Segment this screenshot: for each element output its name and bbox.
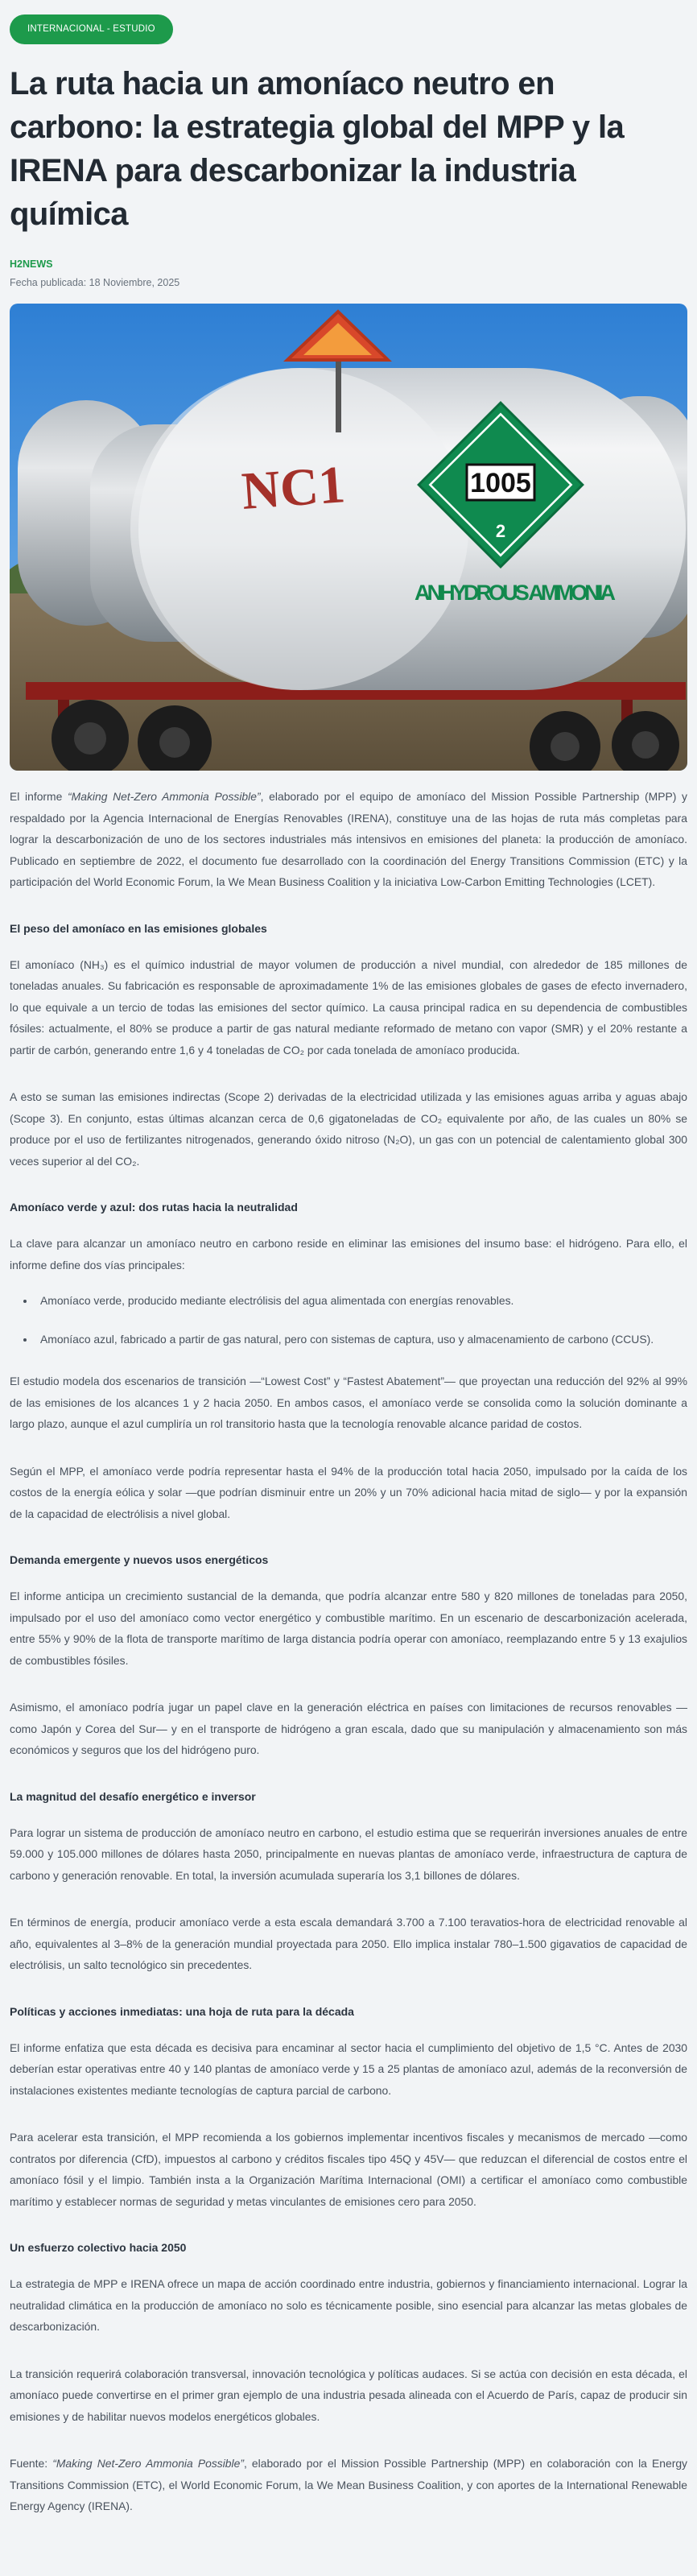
- section-heading: Políticas y acciones inmediatas: una hoja de ruta para la década: [10, 2004, 354, 2018]
- bullet-list: [10, 1290, 687, 1350]
- ammonia-tanks-photo: [10, 304, 687, 771]
- section-heading: Demanda emergente y nuevos usos energéticos: [10, 1553, 269, 1566]
- article-body: [10, 786, 687, 2517]
- paragraph: El informe anticipa un crecimiento sustancial de la demanda, que podría alcanzar entre 580 y 820 millones de toneladas para 2050, impulsado por el uso del amoníaco como vector energético y combustible marítimo. En un escenario de descarbonización acelerada, entre 55% y 90% de la flota de transporte marítimo de larga distancia podría operar con amoníaco, reemplazando entre 5 y 13 exajulios de combustibles fósiles.: [10, 1590, 687, 1667]
- category-badge[interactable]: INTERNACIONAL - ESTUDIO: [10, 14, 173, 44]
- section-heading: La magnitud del desafío energético e inversor: [10, 1789, 256, 1803]
- list-item: • Amoníaco verde, producido mediante electrólisis del agua alimentada con energías renovables.: [35, 1290, 687, 1312]
- publish-date: Fecha publicada: 18 Noviembre, 2025: [10, 277, 180, 288]
- placard-number: 1005: [470, 468, 531, 498]
- paragraph: El amoníaco (NH₃) es el químico industrial de mayor volumen de producción a nivel mundial, con alrededor de 185 millones de toneladas anuales. Su fabricación es responsable de aproximadamente 1% de las emisiones globales de gases de efecto invernadero, lo que equivale a un tercio de todas las emisiones del sector químico. La causa principal radica en su dependencia de combustibles fósiles: actualmente, el 80% se produce a partir de gas natural mediante reformado de metano con vapor (SMR) y el 20% restante a partir de carbón, generando entre 1,6 y 4 toneladas de CO₂ por cada tonelada de amoníaco producida.: [10, 957, 687, 1056]
- paragraph: La clave para alcanzar un amoníaco neutro en carbono reside en eliminar las emisiones del insumo base: el hidrógeno. Para ello, el informe define dos vías principales:: [10, 1237, 687, 1271]
- placard-class: 2: [495, 521, 506, 541]
- paragraph: Para acelerar esta transición, el MPP recomienda a los gobiernos implementar incentivos fiscales y mecanismos de mercado —como contratos por diferencia (CfD), impuestos al carbono y créditos fiscales tipo 45Q y 45V— que reduzcan el diferencial de costos entre el amoníaco fósil y el limpio. También insta a la Organización Marítima Internacional (OMI) a certificar el amoníaco como combustible marítimo y establecer normas de seguridad y metas vinculantes de emisiones cero para 2050.: [10, 2131, 687, 2208]
- article-title: La ruta hacia un amoníaco neutro en carbono: la estrategia global del MPP y la IRENA para descarbonizar la industria química: [10, 66, 625, 232]
- paragraph: Según el MPP, el amoníaco verde podría representar hasta el 94% de la producción total hacia 2050, impulsado por la caída de los costos de la energía eólica y solar —que podrían disminuir entre un 20% y un 70% adicional hacia mitad de siglo— y por la expansión de la capacidad de electrólisis a nivel global.: [10, 1464, 687, 1520]
- paragraph: En términos de energía, producir amoníaco verde a esta escala demandará 3.700 a 7.100 teravatios-hora de electricidad renovable al año, equivalentes al 3–8% de la generación mundial proyectada para 2050. Ello implica instalar 780–1.500 gigavatios de capacidad de electrólisis, un salto tecnológico sin precedentes.: [10, 1916, 687, 1971]
- intro-paragraph: El informe “Making Net-Zero Ammonia Possible”, elaborado por el equipo de amoníaco del Mission Possible Partnership (MPP) y respaldado por la Agencia Internacional de Energías Renovables (IRENA), constituye una de las hojas de ruta más completas para lograr la descarbonización de uno de los sectores industriales más intensivos en emisiones del planeta: la producción de amoníaco. Publicado en septiembre de 2022, el documento fue desarrollado con la coordinación del Energy Transitions Commission (ETC) y la participación del World Economic Forum, la We Mean Business Coalition y la iniciativa Low-Carbon Emitting Technologies (LCET).: [10, 790, 688, 888]
- hero-image: [10, 304, 687, 771]
- paragraph: La transición requerirá colaboración transversal, innovación tecnológica y políticas audaces. Si se actúa con decisión en esta década, el amoníaco puede convertirse en el primer gran ejemplo de una industria pesada alineada con el Acuerdo de París, capaz de producir sin emisiones y de habilitar nuevos modelos energéticos globales.: [10, 2367, 687, 2423]
- paragraph: La estrategia de MPP e IRENA ofrece un mapa de acción coordinado entre industria, gobiernos y financiamiento internacional. Lograr la neutralidad climática en la producción de amoníaco no solo es técnicamente posible, sino esencial para alcanzar las metas globales de descarbonización.: [10, 2277, 687, 2333]
- paragraph: Para lograr un sistema de producción de amoníaco neutro en carbono, el estudio estima que se requerirán inversiones anuales de entre 59.000 y 105.000 millones de dólares hasta 2050, principalmente en nuevas plantas de amoníaco verde, infraestructura de captura de carbono y generación renovable. En total, la inversión acumulada superaría los 3,1 billones de dólares.: [10, 1826, 687, 1882]
- paragraph: El estudio modela dos escenarios de transición —“Lowest Cost” y “Fastest Abatement”— que proyectan una reducción del 92% al 99% de las emisiones de los alcances 1 y 2 hacia 2050. En ambos casos, el amoníaco verde se consolida como la solución dominante a largo plazo, aunque el azul cumpliría un rol transitorio hasta que la tecnología renovable alcance paridad de costos.: [10, 1375, 687, 1430]
- list-item: • Amoníaco azul, fabricado a partir de gas natural, pero con sistemas de captura, uso y almacenamiento de carbono (CCUS).: [35, 1329, 687, 1350]
- section-heading: Un esfuerzo colectivo hacia 2050: [10, 2241, 187, 2254]
- section-heading: El peso del amoníaco en las emisiones globales: [10, 921, 267, 935]
- paragraph: Asimismo, el amoníaco podría jugar un papel clave en la generación eléctrica en países con limitaciones de recursos renovables —como Japón y Corea del Sur— y en el transporte de hidrógeno a gran escala, dado que su manipulación y almacenamiento son más económicos y seguros que los del hidrógeno puro.: [10, 1701, 687, 1756]
- tank-label: ANHYDROUS AMMONIA: [414, 581, 616, 605]
- author-link[interactable]: H2NEWS: [10, 258, 53, 270]
- tank-marking: NC1: [239, 455, 348, 521]
- paragraph: A esto se suman las emisiones indirectas (Scope 2) derivadas de la electricidad utilizada y las emisiones aguas arriba y aguas abajo (Scope 3). En conjunto, estas últimas alcanzan cerca de 0,6 gigatoneladas de CO₂ equivalente por año, de las cuales un 80% se produce por el uso de fertilizantes nitrogenados, generando óxido nitroso (N₂O), un gas con un potencial de calentamiento global 300 veces superior al del CO₂.: [10, 1090, 687, 1168]
- paragraph: El informe enfatiza que esta década es decisiva para encaminar al sector hacia el cumplimiento del objetivo de 1,5 °C. Antes de 2030 deberían estar operativas entre 40 y 140 plantas de amoníaco verde y 15 a 25 plantas de amoníaco azul, además de la reconversión de instalaciones existentes mediante tecnologías de captura parcial de carbono.: [10, 2041, 687, 2097]
- source-note: Fuente: “Making Net-Zero Ammonia Possible”, elaborado por el Mission Possible Partnership (MPP) en colaboración con la Energy Transitions Commission (ETC), el World Economic Forum, la We Mean Business Coalition, y con aportes de la International Renewable Energy Agency (IRENA).: [10, 2457, 687, 2512]
- section-heading: Amoníaco verde y azul: dos rutas hacia la neutralidad: [10, 1201, 298, 1214]
